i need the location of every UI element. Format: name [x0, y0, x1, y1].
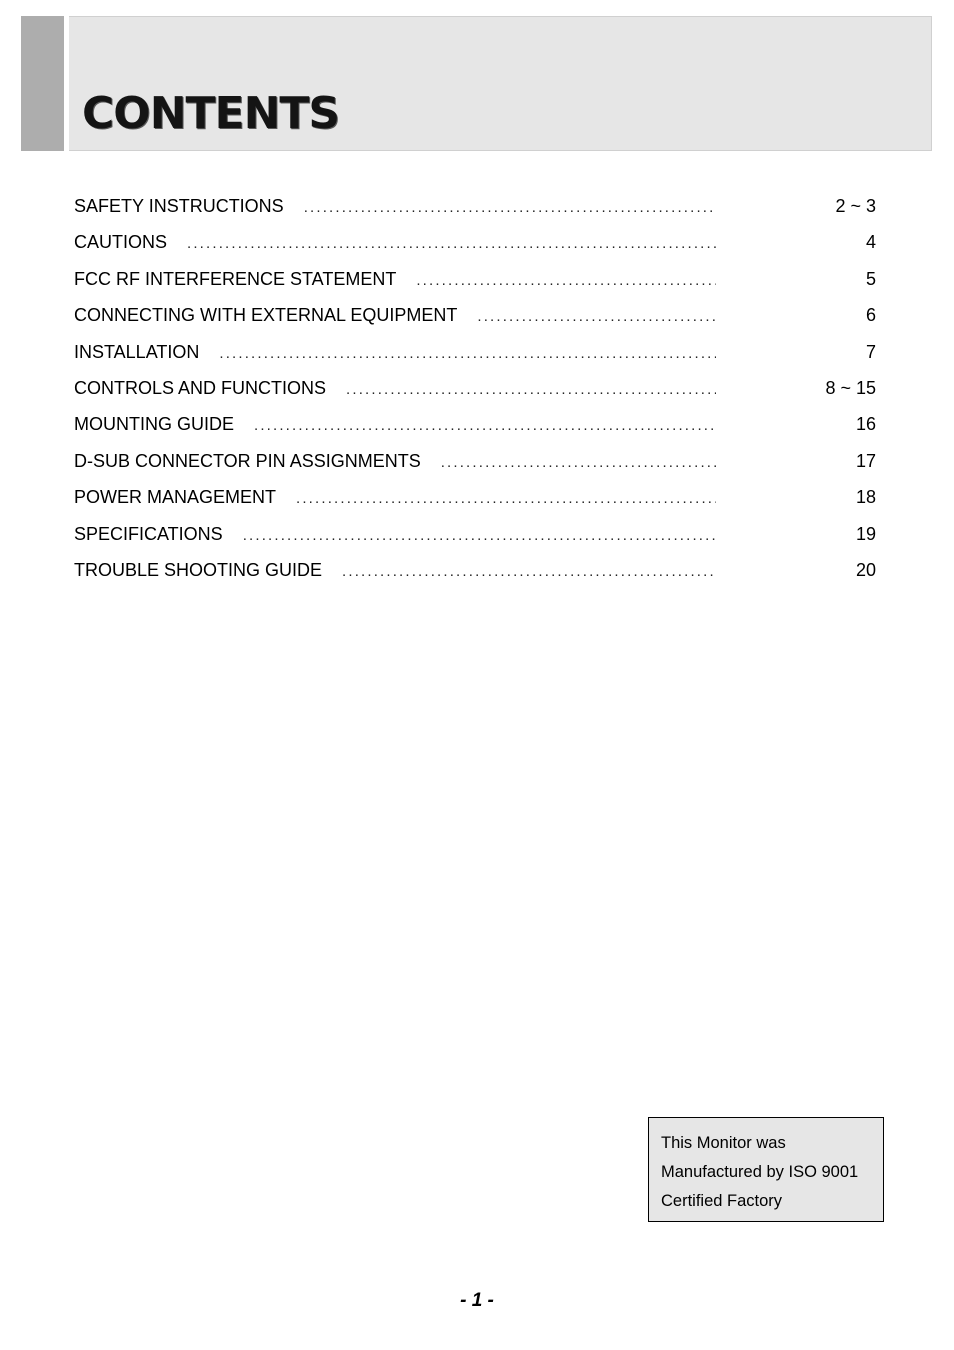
toc-entry[interactable] — [74, 560, 876, 596]
toc-entry-page: 19 — [855, 523, 876, 544]
toc-entry-page: 16 — [855, 414, 876, 435]
toc-entry-title: INSTALLATION — [74, 341, 200, 362]
page-number: - 1 - — [460, 1290, 494, 1311]
toc-dot-leader — [219, 345, 716, 362]
toc-entry-title: CONTROLS AND FUNCTIONS — [74, 377, 327, 398]
toc-entry[interactable] — [74, 378, 876, 414]
iso-notice-line: Manufactured by ISO 9001 — [661, 1163, 859, 1181]
toc-entry[interactable] — [74, 232, 876, 268]
toc-entry[interactable] — [74, 196, 876, 232]
toc-entry[interactable] — [74, 269, 876, 305]
toc-entry-title: MOUNTING GUIDE — [74, 414, 234, 435]
toc-entry-title: CONNECTING WITH EXTERNAL EQUIPMENT — [74, 305, 458, 326]
toc-entry-title: SAFETY INSTRUCTIONS — [74, 196, 284, 216]
toc-entry-page: 6 — [865, 305, 876, 326]
toc-entry[interactable] — [74, 524, 876, 560]
toc-dot-leader — [441, 454, 716, 471]
toc-dot-leader — [187, 235, 716, 252]
header-side-bar — [21, 16, 64, 151]
iso-certification-notice — [648, 1117, 884, 1222]
toc-dot-leader — [254, 417, 716, 434]
toc-entry-page: 20 — [855, 559, 876, 580]
toc-dot-leader — [346, 381, 716, 398]
toc-entry[interactable] — [74, 342, 876, 378]
toc-entry-title: FCC RF INTERFERENCE STATEMENT — [74, 268, 397, 289]
toc-dot-leader — [304, 199, 716, 216]
toc-dot-leader — [243, 527, 716, 544]
toc-entry-title: CAUTIONS — [74, 232, 168, 253]
page-title: CONTENTS — [82, 88, 340, 139]
toc-dot-leader — [342, 563, 716, 580]
toc-entry-title: POWER MANAGEMENT — [74, 487, 277, 508]
toc-entry-page: 2 ~ 3 — [835, 196, 876, 216]
iso-notice-line: This Monitor was — [661, 1134, 786, 1152]
toc-dot-leader — [416, 272, 716, 289]
iso-notice-line: Certified Factory — [661, 1192, 783, 1210]
toc-entry[interactable] — [74, 414, 876, 450]
toc-entry-page: 5 — [865, 268, 876, 289]
toc-dot-leader — [477, 308, 716, 325]
toc-dot-leader — [296, 490, 716, 507]
toc-entry[interactable] — [74, 305, 876, 341]
toc-entry-page: 8 ~ 15 — [825, 377, 876, 398]
toc-entry[interactable] — [74, 451, 876, 487]
toc-entry-page: 17 — [855, 450, 876, 471]
table-of-contents — [74, 196, 876, 596]
toc-entry-title: D-SUB CONNECTOR PIN ASSIGNMENTS — [74, 450, 421, 471]
toc-entry-title: SPECIFICATIONS — [74, 523, 223, 544]
toc-entry-page: 4 — [865, 232, 876, 253]
contents-header — [21, 16, 932, 151]
toc-entry-page: 18 — [855, 487, 876, 508]
toc-entry-page: 7 — [865, 341, 876, 362]
toc-entry-title: TROUBLE SHOOTING GUIDE — [74, 559, 323, 580]
toc-entry[interactable] — [74, 487, 876, 523]
